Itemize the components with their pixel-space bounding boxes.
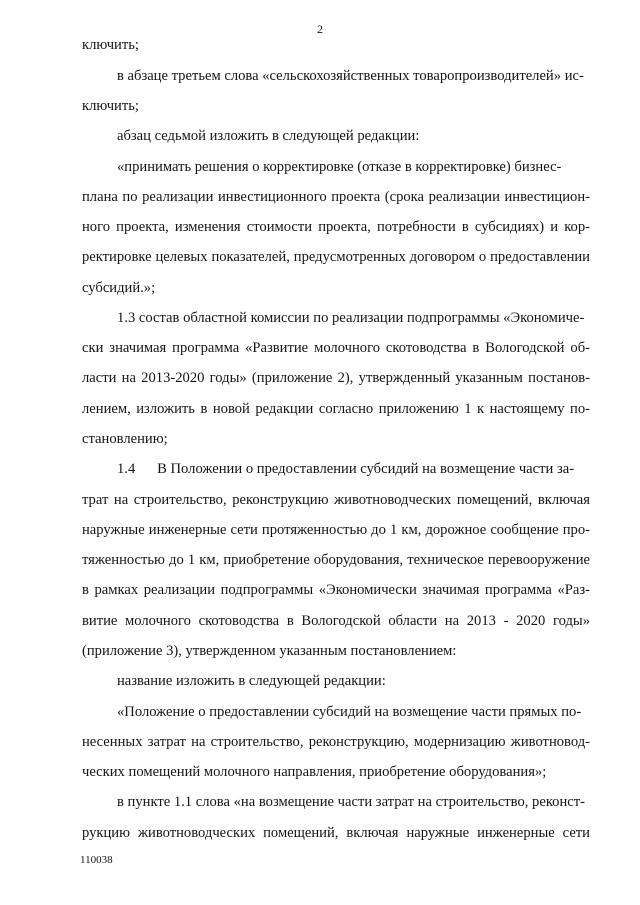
footer-code: 110038	[80, 854, 113, 866]
text-line: ного проекта, изменения стоимости проекта, потребности в субсидиях) и кор-	[82, 219, 590, 235]
text-line: тяженностью до 1 км, приобретение оборудования, техническое перевооружение	[82, 552, 590, 568]
text-line: абзац седьмой изложить в следующей редакции:	[117, 128, 420, 144]
text-line: ласти на 2013-2020 годы» (приложение 2), утвержденный указанным постанов-	[82, 370, 590, 386]
text-line: 1.3 состав областной комиссии по реализации подпрограммы «Экономиче-	[117, 310, 585, 326]
text-line: в рамках реализации подпрограммы «Экономически значимая программа «Раз-	[82, 582, 590, 598]
text-line: в абзаце третьем слова «сельскохозяйственных товаропроизводителей» ис-	[117, 68, 584, 84]
text-line: ческих помещений молочного направления, приобретение оборудования»;	[82, 764, 547, 780]
text-line: несенных затрат на строительство, реконструкцию, модернизацию животновод-	[82, 734, 590, 750]
page-number: 2	[317, 22, 323, 36]
text-line: ски значимая программа «Развитие молочного скотоводства в Вологодской об-	[82, 340, 590, 356]
text-line: ключить;	[82, 98, 139, 114]
text-line: (приложение 3), утвержденном указанным постановлением:	[82, 643, 457, 659]
text-line: ректировке целевых показателей, предусмотренных договором о предоставлении	[82, 249, 590, 265]
text-line: субсидий.»;	[82, 280, 156, 296]
text-line: 1.4 В Положении о предоставлении субсидий на возмещение части за-	[117, 461, 575, 477]
text-line: «принимать решения о корректировке (отказе в корректировке) бизнес-	[117, 159, 562, 175]
text-line: ключить;	[82, 37, 139, 53]
text-line: название изложить в следующей редакции:	[117, 673, 386, 689]
text-line: плана по реализации инвестиционного проекта (срока реализации инвестицион-	[82, 189, 590, 205]
text-line: витие молочного скотоводства в Вологодской области на 2013 - 2020 годы»	[82, 613, 590, 629]
text-line: становлению;	[82, 431, 168, 447]
text-line: рукцию животноводческих помещений, включая наружные инженерные сети	[82, 825, 590, 841]
text-line: наружные инженерные сети протяженностью до 1 км, дорожное сообщение про-	[82, 522, 590, 538]
text-line: лением, изложить в новой редакции согласно приложению 1 к настоящему по-	[82, 401, 590, 417]
text-line: трат на строительство, реконструкцию животноводческих помещений, включая	[82, 492, 590, 508]
text-line: в пункте 1.1 слова «на возмещение части затрат на строительство, реконст-	[117, 794, 586, 810]
text-line: «Положение о предоставлении субсидий на возмещение части прямых по-	[117, 704, 582, 720]
